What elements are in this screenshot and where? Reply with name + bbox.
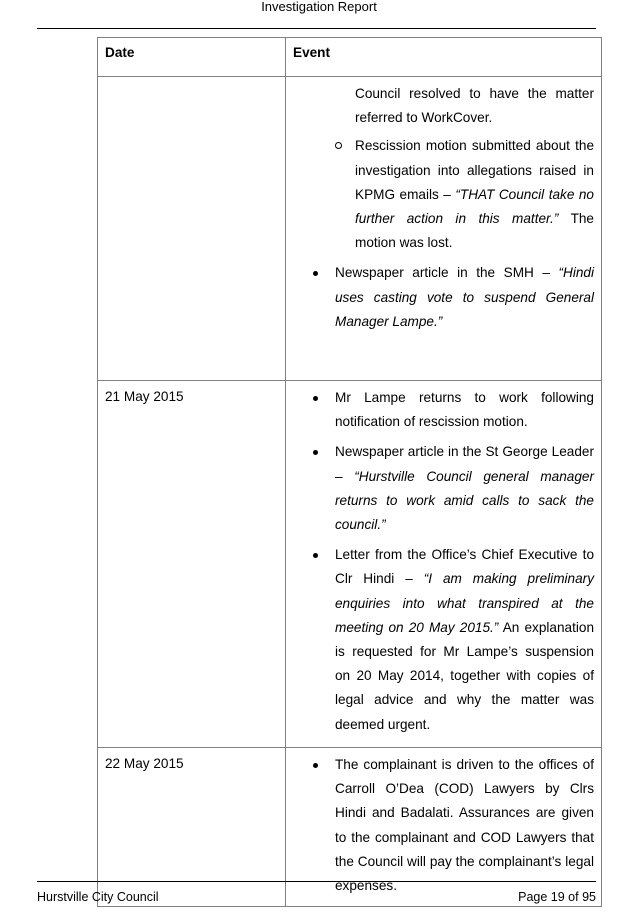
list-item: Newspaper article in the SMH – “Hindi uses casting vote to suspend General Manager Lampe.”	[313, 261, 594, 334]
event-column-header: Event	[286, 38, 602, 77]
date-cell	[98, 77, 286, 381]
table-row	[98, 381, 602, 748]
list-item: Letter from the Office’s Chief Executive to Clr Hindi – “I am making preliminary enquiries into what transpired at the meeting on 20 May 2015.” An explanation is requested for Mr Lampe’s suspension on 20 May 2014, together with copies of legal advice and why the matter was deemed urgent.	[313, 543, 594, 737]
footer-divider	[37, 881, 596, 882]
bullet-icon	[313, 396, 318, 401]
hollow-bullet-icon	[335, 142, 342, 149]
quote-text: “Hindi uses casting vote to suspend General Manager Lampe.”	[335, 265, 594, 329]
list-item: Mr Lampe returns to work following notification of rescission motion.	[313, 386, 594, 434]
bullet-list	[313, 261, 594, 334]
list-item: Newspaper article in the St George Leader – “Hurstville Council general manager returns to work amid calls to sack the council.”	[313, 440, 594, 537]
header-divider	[37, 28, 596, 29]
event-cell	[286, 77, 602, 381]
event-cell	[286, 748, 602, 907]
continued-sub-item	[313, 82, 594, 130]
date-column-header: Date	[98, 38, 286, 77]
bullet-icon	[313, 553, 318, 558]
bullet-icon	[313, 450, 318, 455]
sub-item-text: Council resolved to have the matter referred to WorkCover.	[355, 86, 594, 126]
page-header: Investigation Report	[261, 0, 377, 14]
footer-page-number: Page 19 of 95	[518, 890, 596, 904]
date-cell: 22 May 2015	[98, 748, 286, 907]
table-header-row	[98, 38, 602, 77]
table-row	[98, 748, 602, 907]
quote-text: “I am making preliminary enquiries into what transpired at the meeting on 20 May 2015.”	[335, 571, 594, 635]
table-row	[98, 77, 602, 381]
event-cell	[286, 381, 602, 748]
bullet-list	[313, 386, 594, 737]
quote-text: “Hurstville Council general manager returns to work amid calls to sack the council.”	[335, 468, 594, 533]
events-table	[97, 37, 602, 907]
bullet-icon	[313, 763, 318, 768]
quote-text: “THAT Council take no further action in this matter.”	[355, 186, 594, 227]
date-cell: 21 May 2015	[98, 381, 286, 748]
sub-item: Rescission motion submitted about the investigation into allegations raised in KPMG emails – “THAT Council take no further action in this matter.” The motion was lost.	[313, 134, 594, 255]
footer-organization: Hurstville City Council	[37, 890, 159, 904]
bullet-list	[313, 753, 594, 898]
list-item: The complainant is driven to the offices of Carroll O’Dea (COD) Lawyers by Clrs Hindi and Badalati. Assurances are given to the complainant and COD Lawyers that the Council will pay the complainant’s legal expenses.	[313, 753, 594, 898]
bullet-icon	[313, 271, 318, 276]
